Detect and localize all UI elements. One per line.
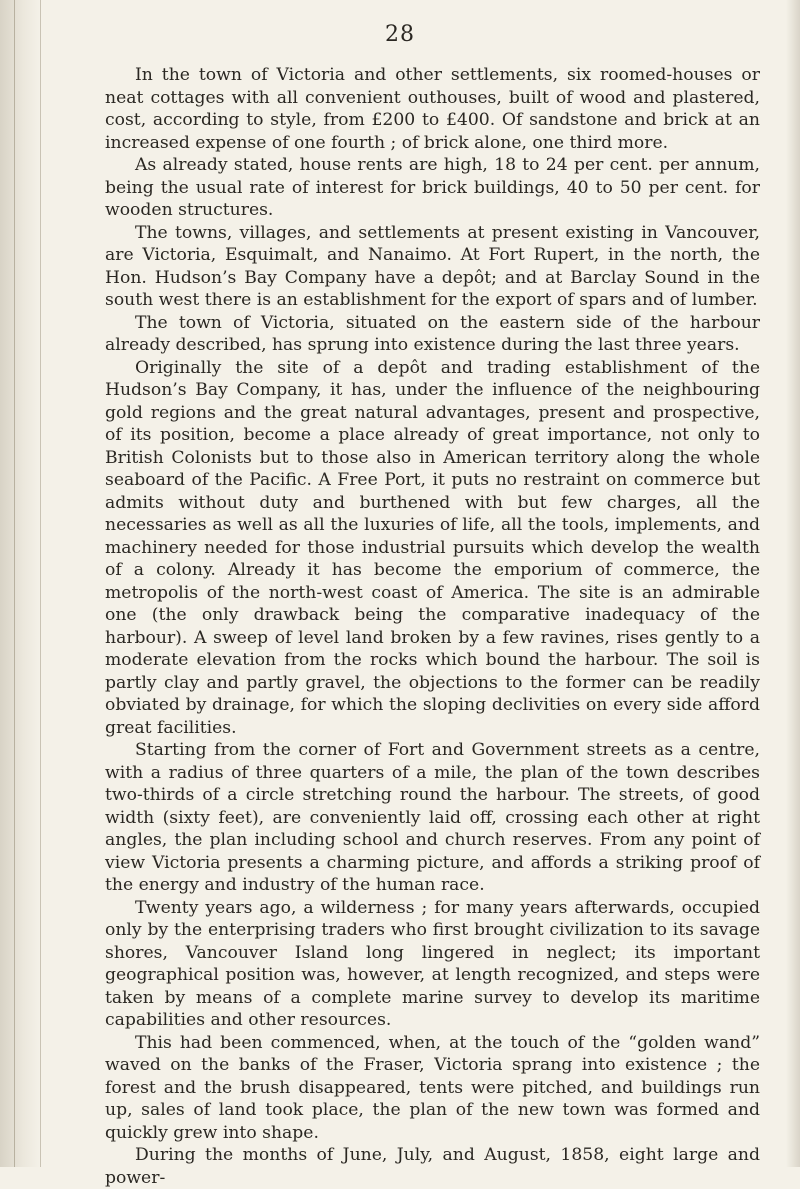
paragraph-4: The town of Victoria, situated on the eastern side of the harbour already described, has sprung into existence during the last three years. [105,312,760,355]
paragraph-3: The towns, villages, and settlements at present existing in Vancouver, are Victoria, Esquimalt, and Nanaimo. At Fort Rupert, in the north, the Hon. Hudson’s Bay Company have a depôt; and at Barclay Sound in the south west there is an establishment for the export of spars and of lumber. [105,222,760,310]
paragraph-2: As already stated, house rents are high, 18 to 24 per cent. per annum, being the usual rate of interest for brick buildings, 40 to 50 per cent. for wooden structures. [105,155,760,220]
book-gutter [0,0,41,1167]
paragraph-7: Twenty years ago, a wilderness ; for many years afterwards, occupied only by the enterprising traders who first brought civilization to its savage shores, Vancouver Island long lingered in neglect; its important geographical position was, however, at length recognized, and steps were taken by means of a complete marine survey to develop its maritime capabilities and other resources. [105,897,760,1030]
paragraph-8: This had been commenced, when, at the touch of the “golden wand” waved on the banks of the Fraser, Victoria sprang into existence ; the forest and the brush disappeared, tents were pitched, and buildings run up, sales of land took place, the plan of the new town was formed and quickly grew into shape. [105,1032,760,1143]
page-number: 28 [385,22,415,47]
paragraph-1: In the town of Victoria and other settlements, six roomed-houses or neat cottages with all convenient outhouses, built of wood and plastered, cost, according to style, from £200 to £400. Of sandstone and brick at an increased expense of one fourth ; of brick alone, one third more. [105,65,760,153]
paragraph-6: Starting from the corner of Fort and Government streets as a centre, with a radius of three quarters of a mile, the plan of the town describes two-thirds of a circle stretching round the harbour. The streets, of good width (sixty feet), are conveniently laid off, crossing each other at right angles, the plan including school and church reserves. From any point of view Victoria presents a charming picture, and affords a striking proof of the energy and industry of the human race. [105,740,760,895]
page-edge-shadow [786,0,800,1167]
paragraph-5: Originally the site of a depôt and trading establishment of the Hudson’s Bay Company, it has, under the influence of the neighbouring gold regions and the great natural advantages, present and prospective, of its position, become a place already of great importance, not only to British Colonists but to those also in American territory along the whole seaboard of the Pacific. A Free Port, it puts no restraint on commerce but admits without duty and burthened with but few charges, all the necessaries as well as all the luxuries of life, all the tools, implements, and machinery needed for those industrial pursuits which develop the wealth of a colony. Already it has become the emporium of commerce, the metropolis of the north-west coast of America. The site is an admirable one (the only drawback being the comparative inadequacy of the harbour). A sweep of level land broken by a few ravines, rises gently to a moderate elevation from the rocks which bound the harbour. The soil is partly clay and partly gravel, the objections to the former can be readily obviated by drainage, for which the sloping declivities on every side afford great facilities. [105,357,760,738]
paragraph-9: During the months of June, July, and August, 1858, eight large and power- [105,1145,760,1188]
body-text [105,64,760,1189]
